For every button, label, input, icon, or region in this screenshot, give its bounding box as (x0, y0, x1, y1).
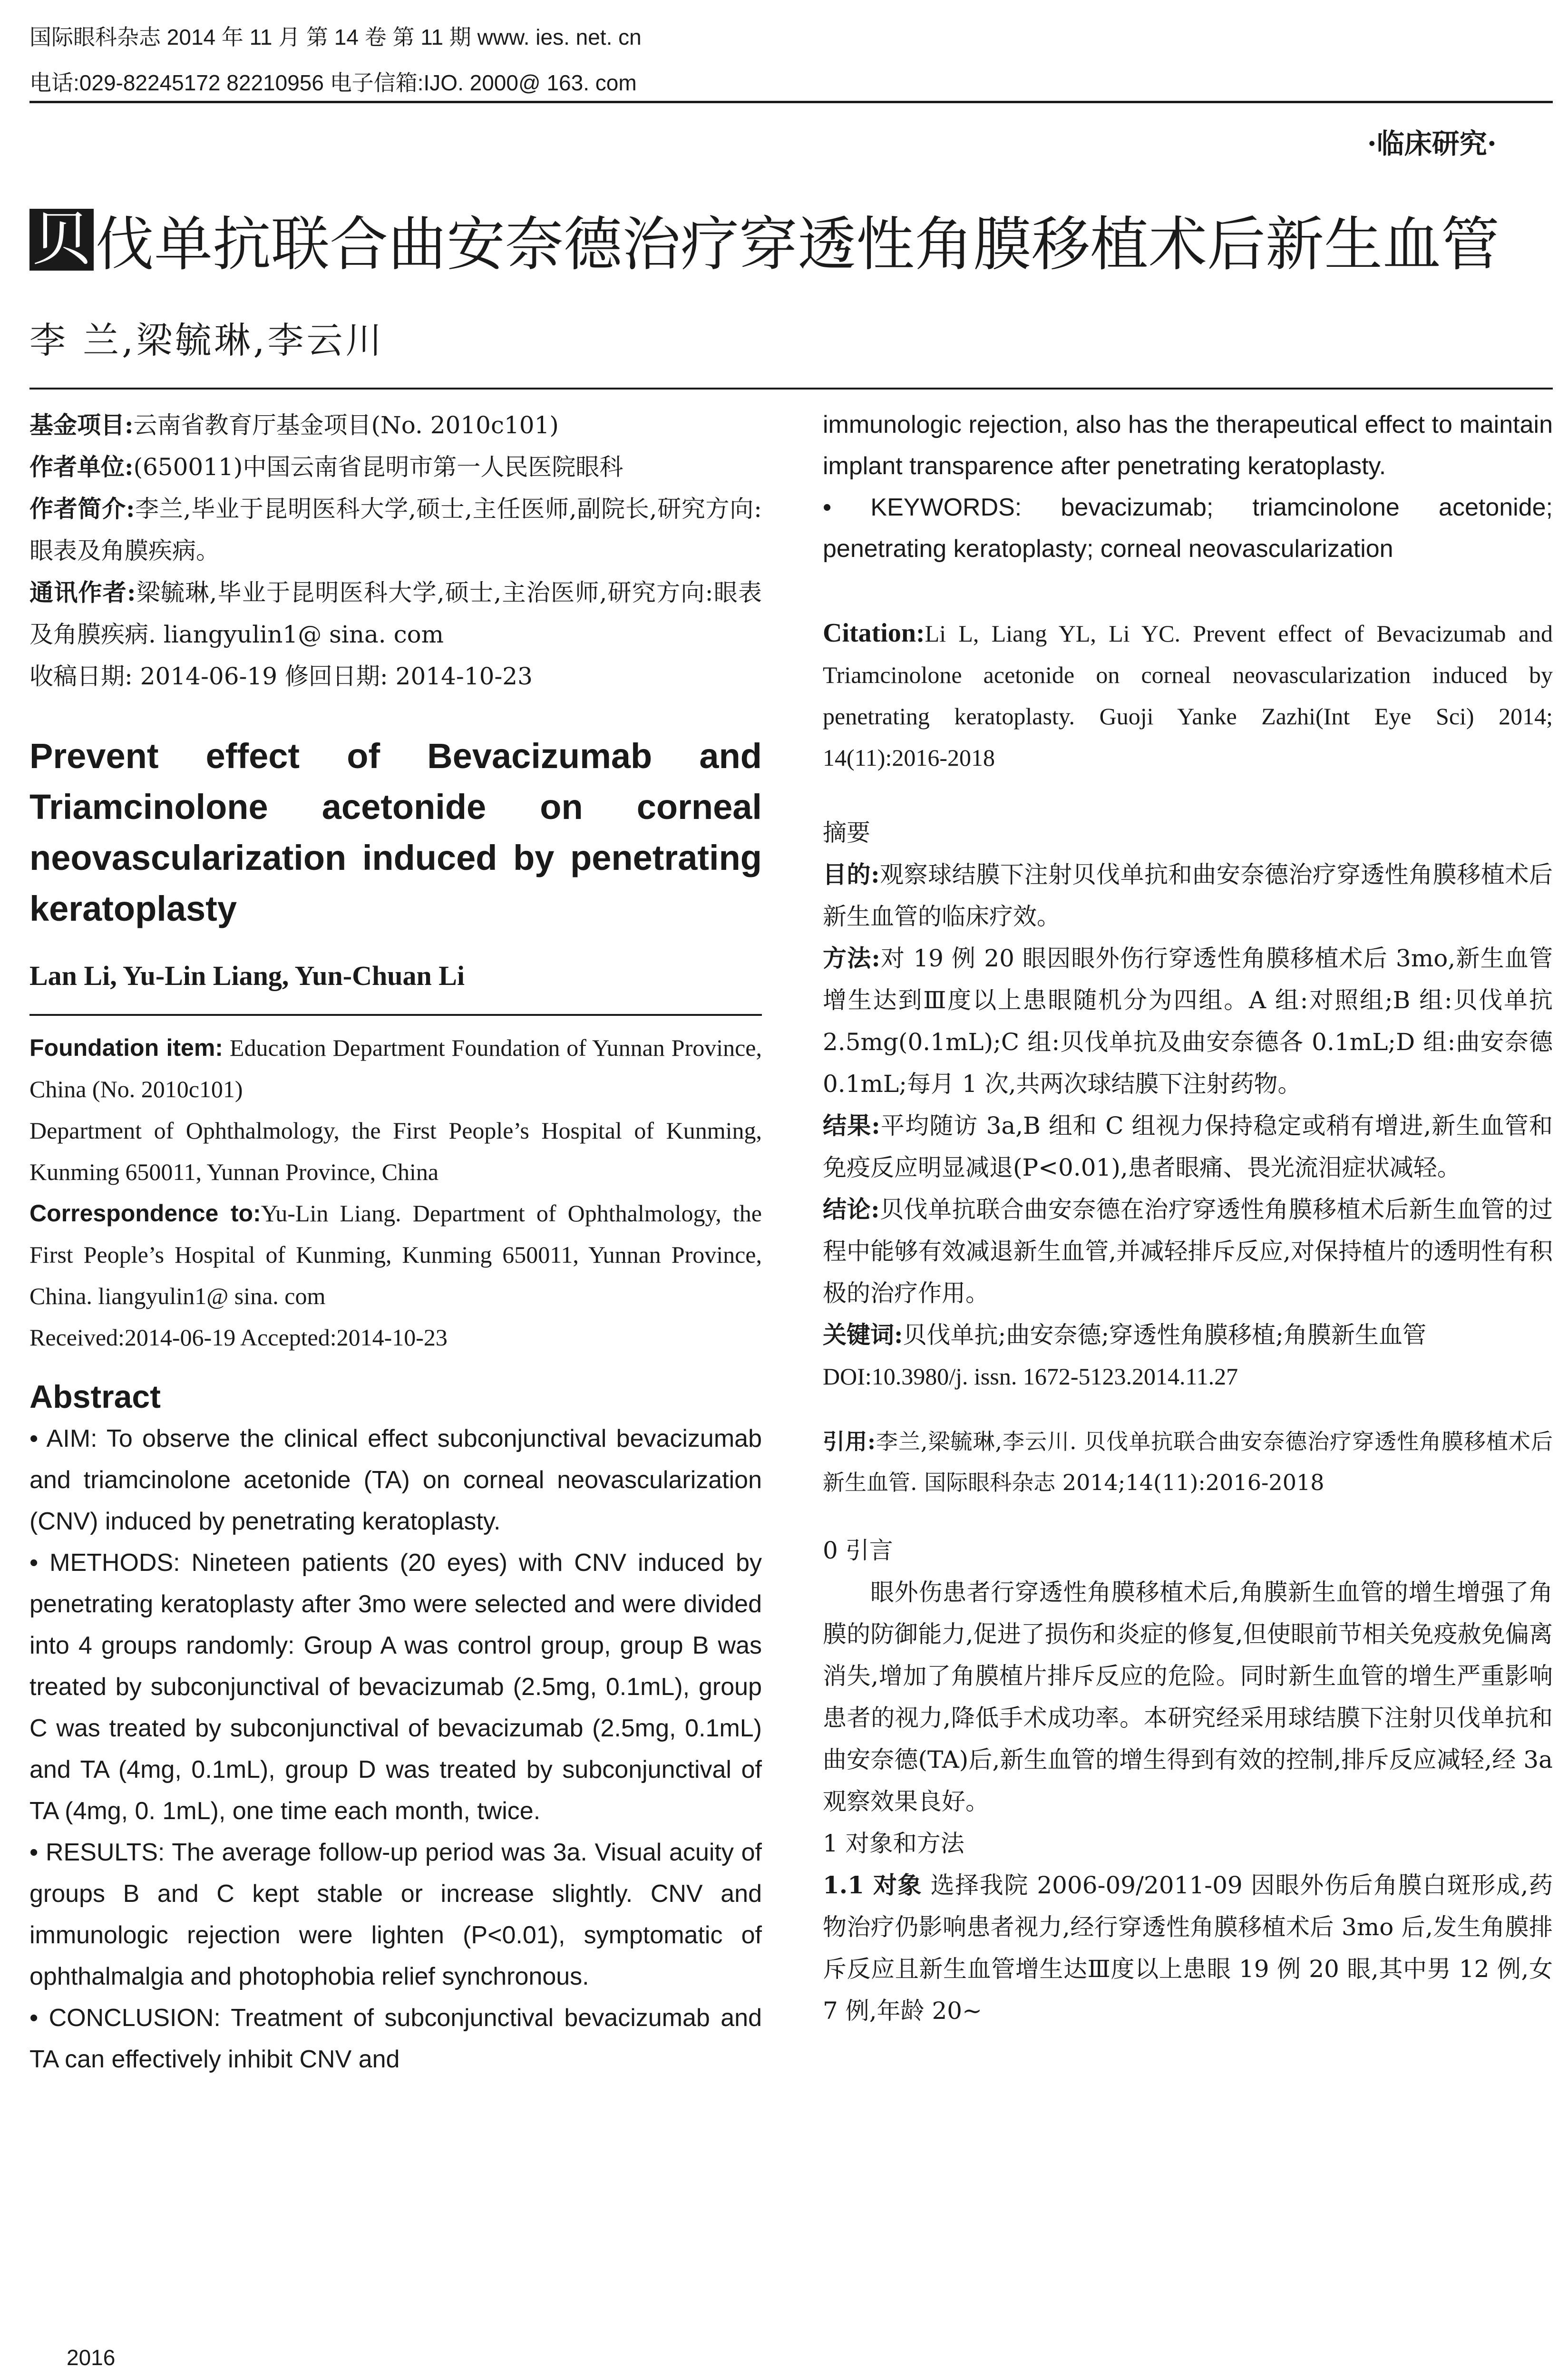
abstract-cn-purpose: 目的:观察球结膜下注射贝伐单抗和曲安奈德治疗穿透性角膜移植术后新生血管的临床疗效。 (823, 860, 1553, 930)
abstract-aim: • AIM: To observe the clinical effect subconjunctival bevacizumab and triamcinolone acetonide (TA) on corneal neovascularization (CNV) induced by penetrating keratoplasty. (29, 1425, 762, 1535)
received-accepted: Received:2014-06-19 Accepted:2014-10-23 (29, 1324, 448, 1351)
intro-heading: 0 引言 (823, 1537, 893, 1564)
citation-en: Citation:Li L, Liang YL, Li YC. Prevent effect of Bevacizumab and Triamcinolone acetonide on corneal neovascularization induced by penetrating keratoplasty. Guoji Yanke Zazhi(Int Eye Sci) 2014; 14(11):2016-2018 (823, 618, 1553, 771)
abstract-conclusion-cont: immunologic rejection, also has the therapeutical effect to maintain implant transparence after penetrating keratoplasty. (823, 411, 1553, 480)
right-column (823, 404, 1553, 2032)
corresponding-author: 通讯作者:梁毓琳,毕业于昆明医科大学,硕士,主治医师,研究方向:眼表及角膜疾病. liangyulin1@ sina. com (29, 578, 762, 648)
foundation-item: Foundation item: Education Department Foundation of Yunnan Province, China (No. 2010c101) (29, 1034, 762, 1102)
abstract-cn-result: 结果:平均随访 3a,B 组和 C 组视力保持稳定或稍有增进,新生血管和免疫反应明显减退(P<0.01),患者眼痛、畏光流泪症状减轻。 (823, 1111, 1553, 1181)
title-rule (29, 388, 1553, 390)
intro-text: 眼外伤患者行穿透性角膜移植术后,角膜新生血管的增生增强了角膜的防御能力,促进了损伤和炎症的修复,但使眼前节相关免疫赦免偏离消失,增加了角膜植片排斥反应的危险。同时新生血管的增生严重影响患者的视力,降低手术成功率。本研究经采用球结膜下注射贝伐单抗和曲安奈德(TA)后,新生血管的增生得到有效的控制,排斥反应减轻,经 3a 观察效果良好。 (823, 1578, 1553, 1815)
journal-header-line1: 国际眼科杂志 2014 年 11 月 第 14 卷 第 11 期 www. ies. net. cn (29, 25, 642, 49)
received-dates-cn: 收稿日期: 2014-06-19 修回日期: 2014-10-23 (29, 662, 533, 690)
journal-header-line2: 电话:029-82245172 82210956 电子信箱:IJO. 2000@ 163. com (29, 70, 637, 95)
citation-cn: 引用:李兰,梁毓琳,李云川. 贝伐单抗联合曲安奈德治疗穿透性角膜移植术后新生血管. 国际眼科杂志 2014;14(11):2016-2018 (823, 1429, 1553, 1495)
abstract-keywords: • KEYWORDS: bevacizumab; triamcinolone acetonide; penetrating keratoplasty; corneal neovascularization (823, 494, 1553, 563)
abstract-conclusion: • CONCLUSION: Treatment of subconjunctival bevacizumab and TA can effectively inhibit CNV and (29, 2004, 762, 2073)
methods-heading: 1 对象和方法 (823, 1830, 964, 1857)
author-intro: 作者简介:李兰,毕业于昆明医科大学,硕士,主任医师,副院长,研究方向:眼表及角膜疾病。 (29, 495, 762, 565)
english-authors: Lan Li, Yu-Lin Liang, Yun-Chuan Li (29, 960, 465, 991)
header-rule (29, 101, 1553, 103)
abstract-methods: • METHODS: Nineteen patients (20 eyes) with CNV induced by penetrating keratoplasty after 3mo were selected and were divided into 4 groups randomly: Group A was control group, group B was treated by subconjunctival of bevacizumab (2.5mg, 0.1mL), group C was treated by subconjunctival of bevacizumab (2.5mg, 0.1mL) and TA (4mg, 0.1mL), group D was treated by subconjunctival of TA (4mg, 0. 1mL), one time each month, twice. (29, 1549, 762, 1825)
department: Department of Ophthalmology, the First People’s Hospital of Kunming, Kunming 650011, Yunnan Province, China (29, 1117, 762, 1185)
abstract-heading: Abstract (29, 1379, 161, 1415)
article-title (29, 197, 1500, 282)
abstract-cn-method: 方法:对 19 例 20 眼因眼外伤行穿透性角膜移植术后 3mo,新生血管增生达到Ⅲ度以上患眼随机分为四组。A 组:对照组;B 组:贝伐单抗 2.5mg(0.1mL);C 组:贝伐单抗及曲安奈德各 0.1mL;D 组:曲安奈德 0.1mL;每月 1 次,共两次球结膜下注射药物。 (823, 944, 1553, 1098)
abstract-cn-heading: 摘要 (823, 819, 870, 847)
title-drop-char: 贝 (29, 209, 94, 271)
abstract-cn-conclusion: 结论:贝伐单抗联合曲安奈德在治疗穿透性角膜移植术后新生血管的过程中能够有效减退新生血管,并减轻排斥反应,对保持植片的透明性有积极的治疗作用。 (823, 1195, 1553, 1307)
section-tag: ·临床研究· (1367, 127, 1497, 160)
left-column (29, 404, 762, 2080)
page-number: 2016 (67, 2345, 116, 2370)
abstract-results: • RESULTS: The average follow-up period was 3a. Visual acuity of groups B and C kept stable or increase slightly. CNV and immunologic rejection were lighten (P<0.01), symptomatic of ophthalmalgia and photophobia relief synchronous. (29, 1839, 762, 1990)
english-title: Prevent effect of Bevacizumab and Triamcinolone acetonide on corneal neovascularization induced by penetrating keratoplasty (29, 736, 762, 928)
title-text: 伐单抗联合曲安奈德治疗穿透性角膜移植术后新生血管 (96, 212, 1500, 277)
fund-item: 基金项目:云南省教育厅基金项目(No. 2010c101) (29, 411, 559, 439)
abstract-cn-keywords: 关键词:贝伐单抗;曲安奈德;穿透性角膜移植;角膜新生血管 (823, 1321, 1427, 1349)
author-unit: 作者单位:(650011)中国云南省昆明市第一人民医院眼科 (29, 453, 623, 481)
doi: DOI:10.3980/j. issn. 1672-5123.2014.11.27 (823, 1363, 1238, 1390)
correspondence: Correspondence to:Yu-Lin Liang. Department of Ophthalmology, the First People’s Hospital of Kunming, Kunming 650011, Yunnan Province, China. liangyulin1@ sina. com (29, 1200, 762, 1309)
authors-cn: 李 兰,梁毓琳,李云川 (29, 319, 385, 361)
subjects-paragraph: 1.1 对象 选择我院 2006-09/2011-09 因眼外伤后角膜白斑形成,药物治疗仍影响患者视力,经行穿透性角膜移植术后 3mo 后,发生角膜排斥反应且新生血管增生达Ⅲ度以上患眼 19 例 20 眼,其中男 12 例,女 7 例,年龄 20~ (823, 1871, 1553, 2025)
